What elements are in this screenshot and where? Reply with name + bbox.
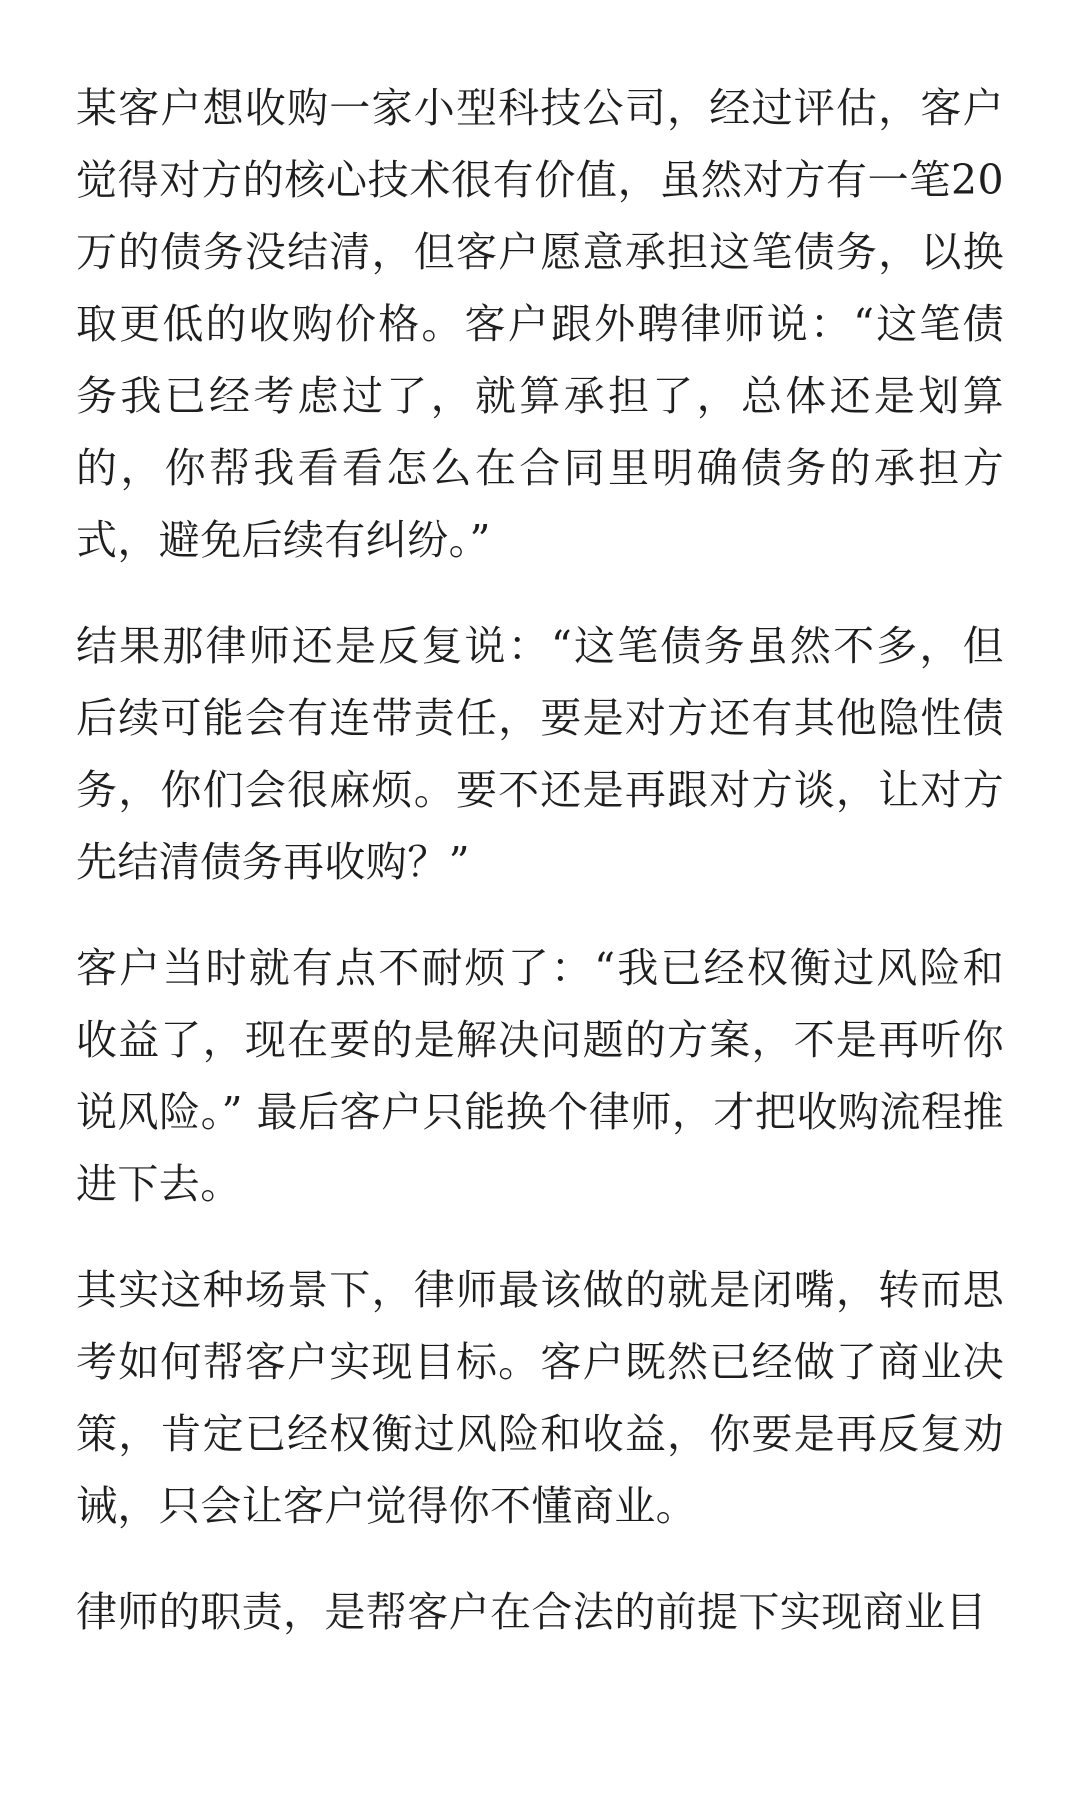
- paragraph-client-impatience: 客户当时就有点不耐烦了：“我已经权衡过风险和收益了，现在要的是解决问题的方案，不是再听你说风险。” 最后客户只能换个律师，才把收购流程推进下去。: [76, 944, 1004, 1208]
- paragraph-acquisition-story: 某客户想收购一家小型科技公司，经过评估，客户觉得对方的核心技术很有价值，虽然对方有一笔20万的债务没结清，但客户愿意承担这笔债务，以换取更低的收购价格。客户跟外聘律师说：“这笔债务我已经考虑过了，就算承担了，总体还是划算的，你帮我看看怎么在合同里明确债务的承担方式，避免后续有纠纷。”: [76, 84, 1004, 564]
- paragraph-lawyer-duty: 律师的职责，是帮客户在合法的前提下实现商业目: [76, 1588, 987, 1636]
- paragraph-lawyer-should-listen: 其实这种场景下，律师最该做的就是闭嘴，转而思考如何帮客户实现目标。客户既然已经做了商业决策，肯定已经权衡过风险和收益，你要是再反复劝诫，只会让客户觉得你不懂商业。: [76, 1266, 1004, 1530]
- paragraph-lawyer-warning: 结果那律师还是反复说：“这笔债务虽然不多，但后续可能会有连带责任，要是对方还有其他隐性债务，你们会很麻烦。要不还是再跟对方谈，让对方先结清债务再收购？”: [76, 622, 1004, 886]
